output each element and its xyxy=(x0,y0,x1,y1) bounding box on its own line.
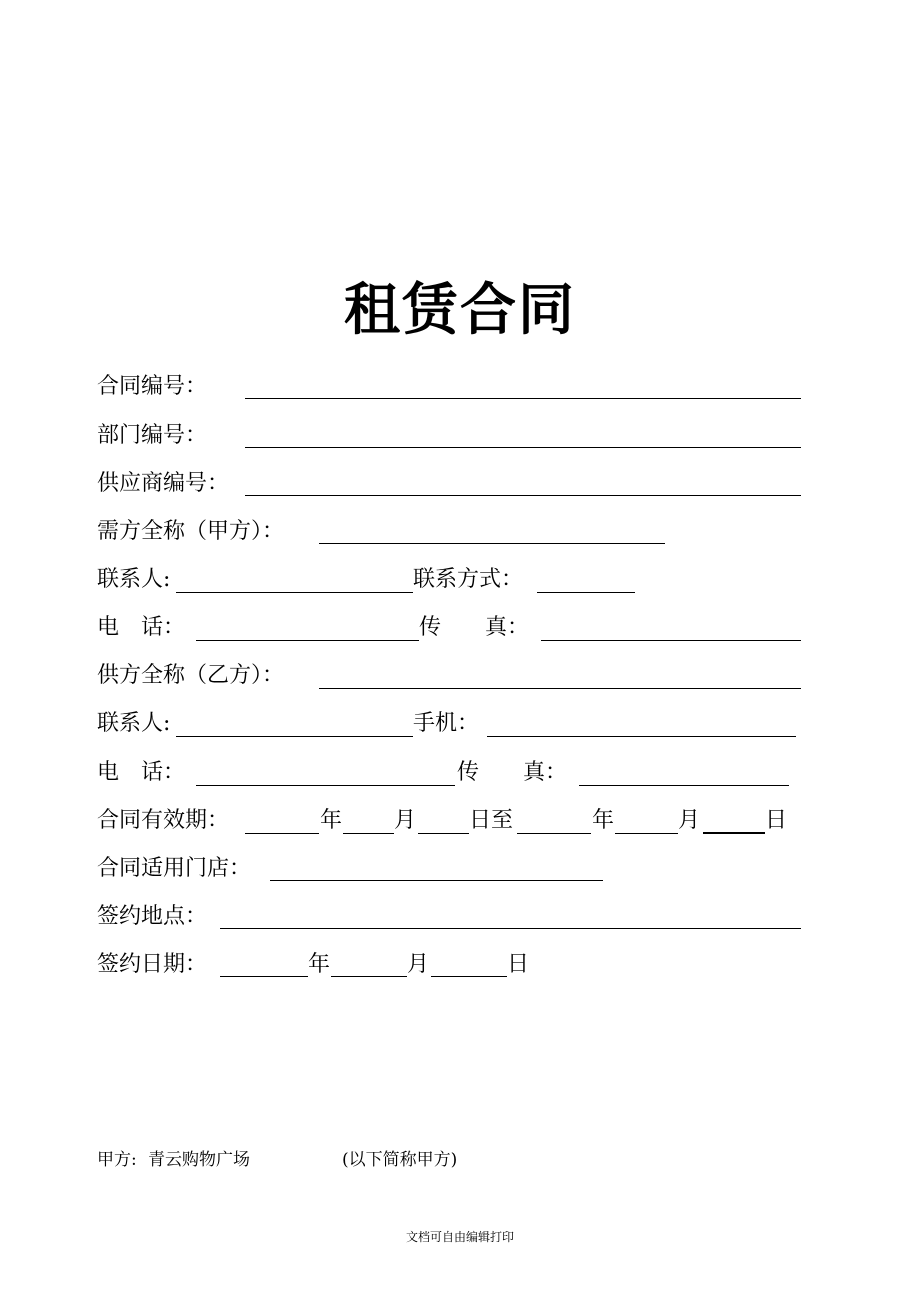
validity-start-year-unit: 年 xyxy=(320,808,343,833)
contract-no-blank[interactable] xyxy=(245,398,801,399)
party-a-label: 甲方: xyxy=(97,1150,137,1170)
sign-place-blank[interactable] xyxy=(220,928,801,929)
dept-no-blank[interactable] xyxy=(245,447,801,448)
dept-no-row xyxy=(97,418,817,454)
buyer-fax-blank[interactable] xyxy=(541,640,801,641)
buyer-phone-blank[interactable] xyxy=(196,640,419,641)
validity-start-month-blank[interactable] xyxy=(343,833,394,834)
sign-date-day-unit: 日 xyxy=(507,952,530,977)
contract-no-label: 合同编号： xyxy=(97,374,208,399)
buyer-fax-label: 传 真： xyxy=(419,615,530,640)
buyer-phone-label: 电 话： xyxy=(97,615,186,640)
buyer-contact-blank[interactable] xyxy=(176,592,413,593)
store-label: 合同适用门店： xyxy=(97,856,252,881)
supplier-no-blank[interactable] xyxy=(245,495,801,496)
buyer-name-label: 需方全称（甲方）： xyxy=(97,519,285,544)
sign-date-year-blank[interactable] xyxy=(220,976,308,977)
supplier-no-row xyxy=(97,466,817,502)
supplier-fax-blank[interactable] xyxy=(579,785,789,786)
sign-date-day-blank[interactable] xyxy=(431,976,507,977)
party-a-name: 青云购物广场 xyxy=(148,1150,250,1170)
supplier-contact-blank[interactable] xyxy=(176,736,413,737)
supplier-phone-label: 电 话： xyxy=(97,760,186,785)
validity-start-month-unit: 月 xyxy=(394,808,417,833)
supplier-contact-label: 联系人: xyxy=(97,711,171,736)
supplier-phone-blank[interactable] xyxy=(196,785,455,786)
party-a-note: (以下简称甲方) xyxy=(342,1150,458,1170)
validity-end-day-unit: 日 xyxy=(765,808,788,833)
validity-label: 合同有效期： xyxy=(97,808,230,833)
validity-start-day-unit: 日至 xyxy=(469,808,514,833)
buyer-contact-method-label: 联系方式： xyxy=(413,567,524,592)
party-a-line xyxy=(97,1148,817,1172)
validity-end-year-unit: 年 xyxy=(592,808,615,833)
sign-date-label: 签约日期： xyxy=(97,952,208,977)
supplier-fax-label: 传 真： xyxy=(457,760,568,785)
buyer-contact-label: 联系人: xyxy=(97,567,171,592)
validity-end-year-blank[interactable] xyxy=(517,833,591,834)
validity-end-month-blank[interactable] xyxy=(615,833,678,834)
store-blank[interactable] xyxy=(270,880,603,881)
store-row xyxy=(97,851,817,887)
supplier-name-blank[interactable] xyxy=(319,688,801,689)
sign-date-year-unit: 年 xyxy=(308,952,331,977)
validity-start-day-blank[interactable] xyxy=(418,833,469,834)
buyer-name-row xyxy=(97,514,817,550)
document-title: 租赁合同 xyxy=(344,277,576,343)
validity-end-month-unit: 月 xyxy=(678,808,701,833)
footnote: 文档可自由编辑打印 xyxy=(405,1230,514,1244)
supplier-mobile-label: 手机： xyxy=(413,711,480,736)
contract-no-row xyxy=(97,369,817,405)
buyer-contact-method-blank[interactable] xyxy=(537,592,635,593)
sign-date-month-unit: 月 xyxy=(407,952,430,977)
buyer-name-blank[interactable] xyxy=(319,543,665,544)
validity-start-year-blank[interactable] xyxy=(245,833,319,834)
sign-place-label: 签约地点： xyxy=(97,904,208,929)
dept-no-label: 部门编号： xyxy=(97,423,208,448)
sign-date-row xyxy=(97,947,817,983)
sign-date-month-blank[interactable] xyxy=(331,976,407,977)
sign-place-row xyxy=(97,899,817,935)
supplier-no-label: 供应商编号： xyxy=(97,471,230,496)
supplier-name-label: 供方全称（乙方）： xyxy=(97,663,285,688)
supplier-mobile-blank[interactable] xyxy=(487,736,796,737)
validity-end-day-blank[interactable] xyxy=(703,832,765,834)
